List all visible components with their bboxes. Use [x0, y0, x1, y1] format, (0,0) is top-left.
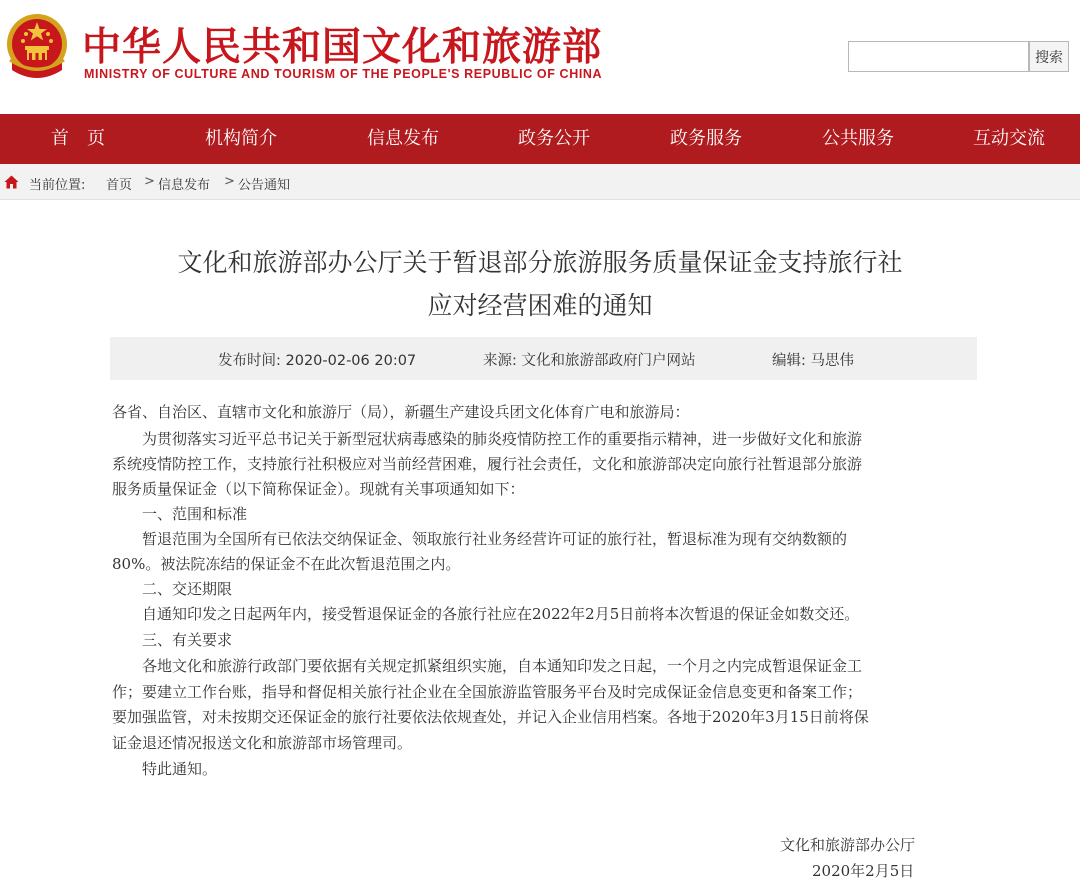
section-heading: 一、范围和标准: [112, 505, 248, 523]
body-line: 暂退范围为全国所有已依法交纳保证金、领取旅行社业务经营许可证的旅行社，暂退标准为现有交纳数额的: [112, 530, 848, 548]
article-meta-bar: [110, 337, 977, 380]
site-header: [0, 0, 1080, 114]
body-line: 作；要建立工作台账，指导和督促相关旅行社企业在全国旅游监管服务平台及时完成保证金信息变更和备案工作；: [112, 683, 863, 701]
body-line: 自通知印发之日起两年内，接受暂退保证金的各旅行社应在2022年2月5日前将本次暂退的保证金如数交还。: [112, 605, 860, 623]
breadcrumb: [0, 164, 1080, 200]
nav-item-interaction[interactable]: 互动交流: [973, 128, 1045, 149]
signature-org: 文化和旅游部办公厅: [780, 836, 916, 854]
nav-item-government-services[interactable]: 政务服务: [670, 128, 742, 149]
body-line: 为贯彻落实习近平总书记关于新型冠状病毒感染的肺炎疫情防控工作的重要指示精神，进一步做好文化和旅游: [112, 430, 863, 448]
publish-time: 发布时间: 2020-02-06 20:07: [218, 353, 417, 369]
article-title-line-1: 文化和旅游部办公厅关于暂退部分旅游服务质量保证金支持旅行社: [177, 248, 903, 277]
article-editor: 编辑: 马思伟: [772, 353, 854, 369]
body-line: 特此通知。: [112, 760, 218, 778]
signature-date: 2020年2月5日: [812, 862, 915, 880]
national-emblem-icon[interactable]: [4, 10, 70, 84]
site-title-en: MINISTRY OF CULTURE AND TOURISM OF THE PEOPLE'S REPUBLIC OF CHINA: [84, 67, 603, 81]
search-input[interactable]: [848, 41, 1029, 72]
body-line: 系统疫情防控工作，支持旅行社积极应对当前经营困难，履行社会责任，文化和旅游部决定向旅行社暂退部分旅游: [112, 455, 863, 473]
home-icon: [4, 175, 19, 189]
nav-item-government-affairs[interactable]: 政务公开: [518, 128, 590, 149]
breadcrumb-prefix: 当前位置:: [29, 178, 86, 193]
breadcrumb-news-link[interactable]: 信息发布: [158, 178, 211, 193]
body-line: 各地文化和旅游行政部门要依据有关规定抓紧组织实施，自本通知印发之日起，一个月之内完成暂退保证金工: [112, 657, 863, 675]
body-line: 要加强监管，对未按期交还保证金的旅行社要依法依规查处，并记入企业信用档案。各地于2020年3月15日前将保: [112, 708, 869, 726]
breadcrumb-separator: >: [224, 174, 235, 189]
body-line: 80%。被法院冻结的保证金不在此次暂退范围之内。: [112, 555, 461, 573]
breadcrumb-separator: >: [144, 174, 155, 189]
site-title-cn[interactable]: 中华人民共和国文化和旅游部: [82, 25, 603, 70]
section-heading: 三、有关要求: [112, 631, 233, 649]
search-button[interactable]: 搜索: [1029, 41, 1069, 72]
body-line: 各省、自治区、直辖市文化和旅游厅（局），新疆生产建设兵团文化体育广电和旅游局：: [112, 403, 690, 421]
body-line: 服务质量保证金（以下简称保证金）。现就有关事项通知如下：: [112, 480, 525, 498]
nav-item-news[interactable]: 信息发布: [367, 128, 439, 149]
nav-item-home[interactable]: 首 页: [51, 128, 105, 149]
breadcrumb-notices-link[interactable]: 公告通知: [238, 178, 291, 193]
breadcrumb-home-link[interactable]: 首页: [106, 178, 133, 193]
article-title-line-2: 应对经营困难的通知: [427, 291, 653, 320]
section-heading: 二、交还期限: [112, 580, 233, 598]
article-source: 来源: 文化和旅游部政府门户网站: [483, 353, 696, 369]
nav-item-about[interactable]: 机构简介: [205, 128, 277, 149]
body-line: 证金退还情况报送文化和旅游部市场管理司。: [112, 734, 413, 752]
main-nav: [0, 114, 1080, 164]
nav-item-public-services[interactable]: 公共服务: [822, 128, 894, 149]
